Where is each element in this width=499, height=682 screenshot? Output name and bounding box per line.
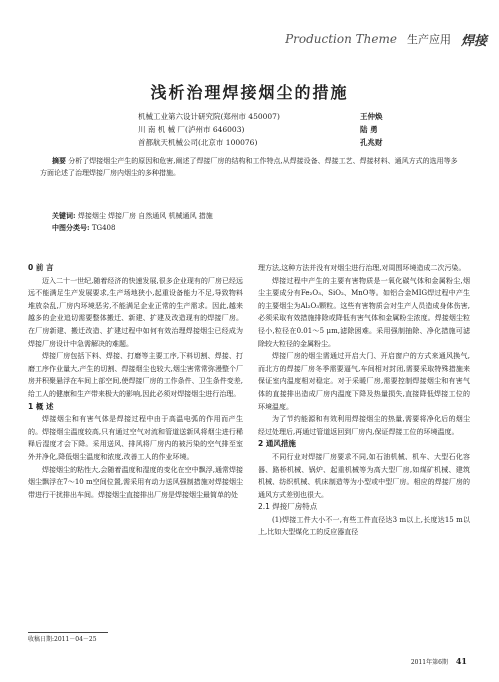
paragraph: 为了节约能源和有效利用焊接烟尘的热量,需要将净化后的烟尘经过处理后,再通过管道返回到厂房内,保证焊接工位的环境温度。 [258,415,470,436]
classification-label: 中图分类号: [52,223,90,232]
author-affiliation: 机械工业第六设计研究院(郑州市 450007) [138,112,280,121]
abstract [40,155,460,179]
left-column [28,262,243,501]
paragraph: 不同行业对焊接厂房要求不同,如石油机械、机车、大型石化容器、路桥机械、锅炉、起重机械等为高大型厂房,如煤矿机械、建筑机械、纺织机械、机床制造等为小型或中型厂房。相应的焊接厂房的通风方式差别也很大。 [258,452,470,499]
classification-code: TG408 [91,224,116,232]
article-title: 浅析治理焊接烟尘的措施 [150,83,349,102]
abstract-label: 摘要 [52,156,66,165]
paragraph: 焊接厂房包括下料、焊接、打磨等主要工序,下料切割、焊接、打磨工序作业量大,产生的切割、焊接烟尘也较大,烟尘害常常弥漫整个厂房并积聚悬浮在车间上部空间,使焊接厂房的工作条件、卫生条件变差,给工人的健康和生产带来极大的影响,因此必须对焊接烟尘进行治理。 [28,352,243,398]
received-date: 收稿日期:2011－04－25 [28,636,97,643]
author-name: 陆 勇 [360,125,378,134]
subsection-heading: 2.1 焊接厂房特点 [258,502,318,512]
keywords-label: 关键词: [52,211,76,220]
keywords-block [52,210,213,234]
section-heading-ventilation: 2 通风措施 [258,439,296,449]
header-bar [0,28,499,50]
paragraph: 焊接过程中产生的主要有害物质是一氧化碳气体和金属粉尘,烟尘主要成分有Fe₂O₃、SiO₂、MnO等。如铝合金MIG焊过程中产生的主要烟尘为Al₂O₃颗粒。这些有害物质会对生产人员造成身体伤害,必须采取有效措施排除或降低有害气体和金属粉尘浓度。焊接烟尘粒径小,粒径在0.01～5 μm,滤除困难。采用强制抽除、净化措施可滤除较大粒径的金属粉尘。 [258,276,470,348]
issue-label: 2011年第6期 [410,659,448,666]
paragraph: 焊接厂房的烟尘需通过开启大门、开启窗户的方式来通风换气,而北方的焊接厂房冬季需要逼气,车间相对封闭,需要采取特殊措施来保证室内温度相对稳定。对于采暖厂房,需要控制焊接烟尘和有害气体的直接排出造成厂房内温度下降及热量损失,直接降低焊接工位的环境温度。 [258,352,470,411]
author-block [138,110,420,149]
author-name: 孔兆财 [360,138,383,147]
author-affiliation: 首都航天机械公司(北京市 100076) [138,138,258,147]
abstract-text: 分析了焊接烟尘产生的原因和危害,阐述了焊接厂房的结构和工作特点,从焊接设备、焊接工艺、焊接材料、通风方式的选用等多方面论述了治理焊接厂房内烟尘的多种措施。 [40,157,458,177]
right-column [258,262,470,539]
paragraph: 焊接烟尘和有害气体是焊接过程中由于高温电弧的作用而产生的。焊接烟尘温度较高,只有通过空气对流和管道送新风将烟尘进行稀释后湿度才会下降。采用送风、排风将厂房内的被污染的空气排至室外并净化,降低烟尘温度和浓度,改善工人的作业环境。 [28,415,243,461]
author-row [138,110,420,123]
section-heading-intro: 0 前 言 [28,263,54,272]
keywords-text: 焊接烟尘 焊接厂房 自然通风 机械通风 措施 [77,212,213,220]
paragraph: 迈入二十一世纪,随着经济的快速发展,很多企业现有的厂房已经远远不能满足生产发展要求,生产场地狭小,起重设备能力不足,导致物料堆放杂乱,厂房内环境恶劣,不能满足企业正常的生产需求。因此,越来越多的企业追切需要整体搬迁、新建、扩建及改造现有的焊接厂房。在厂房新建、搬迁改造、扩建过程中如何有效治理焊接烟尘已经成为焊接厂房设计中急需解决的难题。 [28,276,243,348]
section-heading-overview: 1 概 述 [28,401,54,411]
footnote-divider [28,632,108,633]
header-logo-text: 焊接 [460,33,487,49]
paragraph: 焊接烟尘的粘性大,会随着温度和湿度的变化在空中飘浮,通常焊接烟尘飘浮在7～10 m空间位置,需采用有动力送风强制措施对焊接烟尘带进行干扰排出车间。焊接烟尘直接排出厂房是焊接烟尘最简单的处 [28,465,243,499]
page-footer [411,656,467,666]
author-row [138,123,420,136]
author-affiliation: 川 南 机 械 厂(泸州市 646003) [138,125,245,134]
author-row [138,136,420,149]
paragraph: (1)焊接工件大小不一,有些工件直径达3 m以上,长度达15 m以上,比如大型煤化工的反应器直径 [258,515,470,537]
author-name: 王仲焕 [360,112,383,121]
page-number: 41 [455,656,467,666]
header-english-title: Production Theme [285,32,397,46]
paragraph: 理方法,这种方法并没有对烟尘进行治理,对周围环境造成二次污染。 [258,264,466,272]
header-chinese-title: 生产应用 [406,33,451,46]
